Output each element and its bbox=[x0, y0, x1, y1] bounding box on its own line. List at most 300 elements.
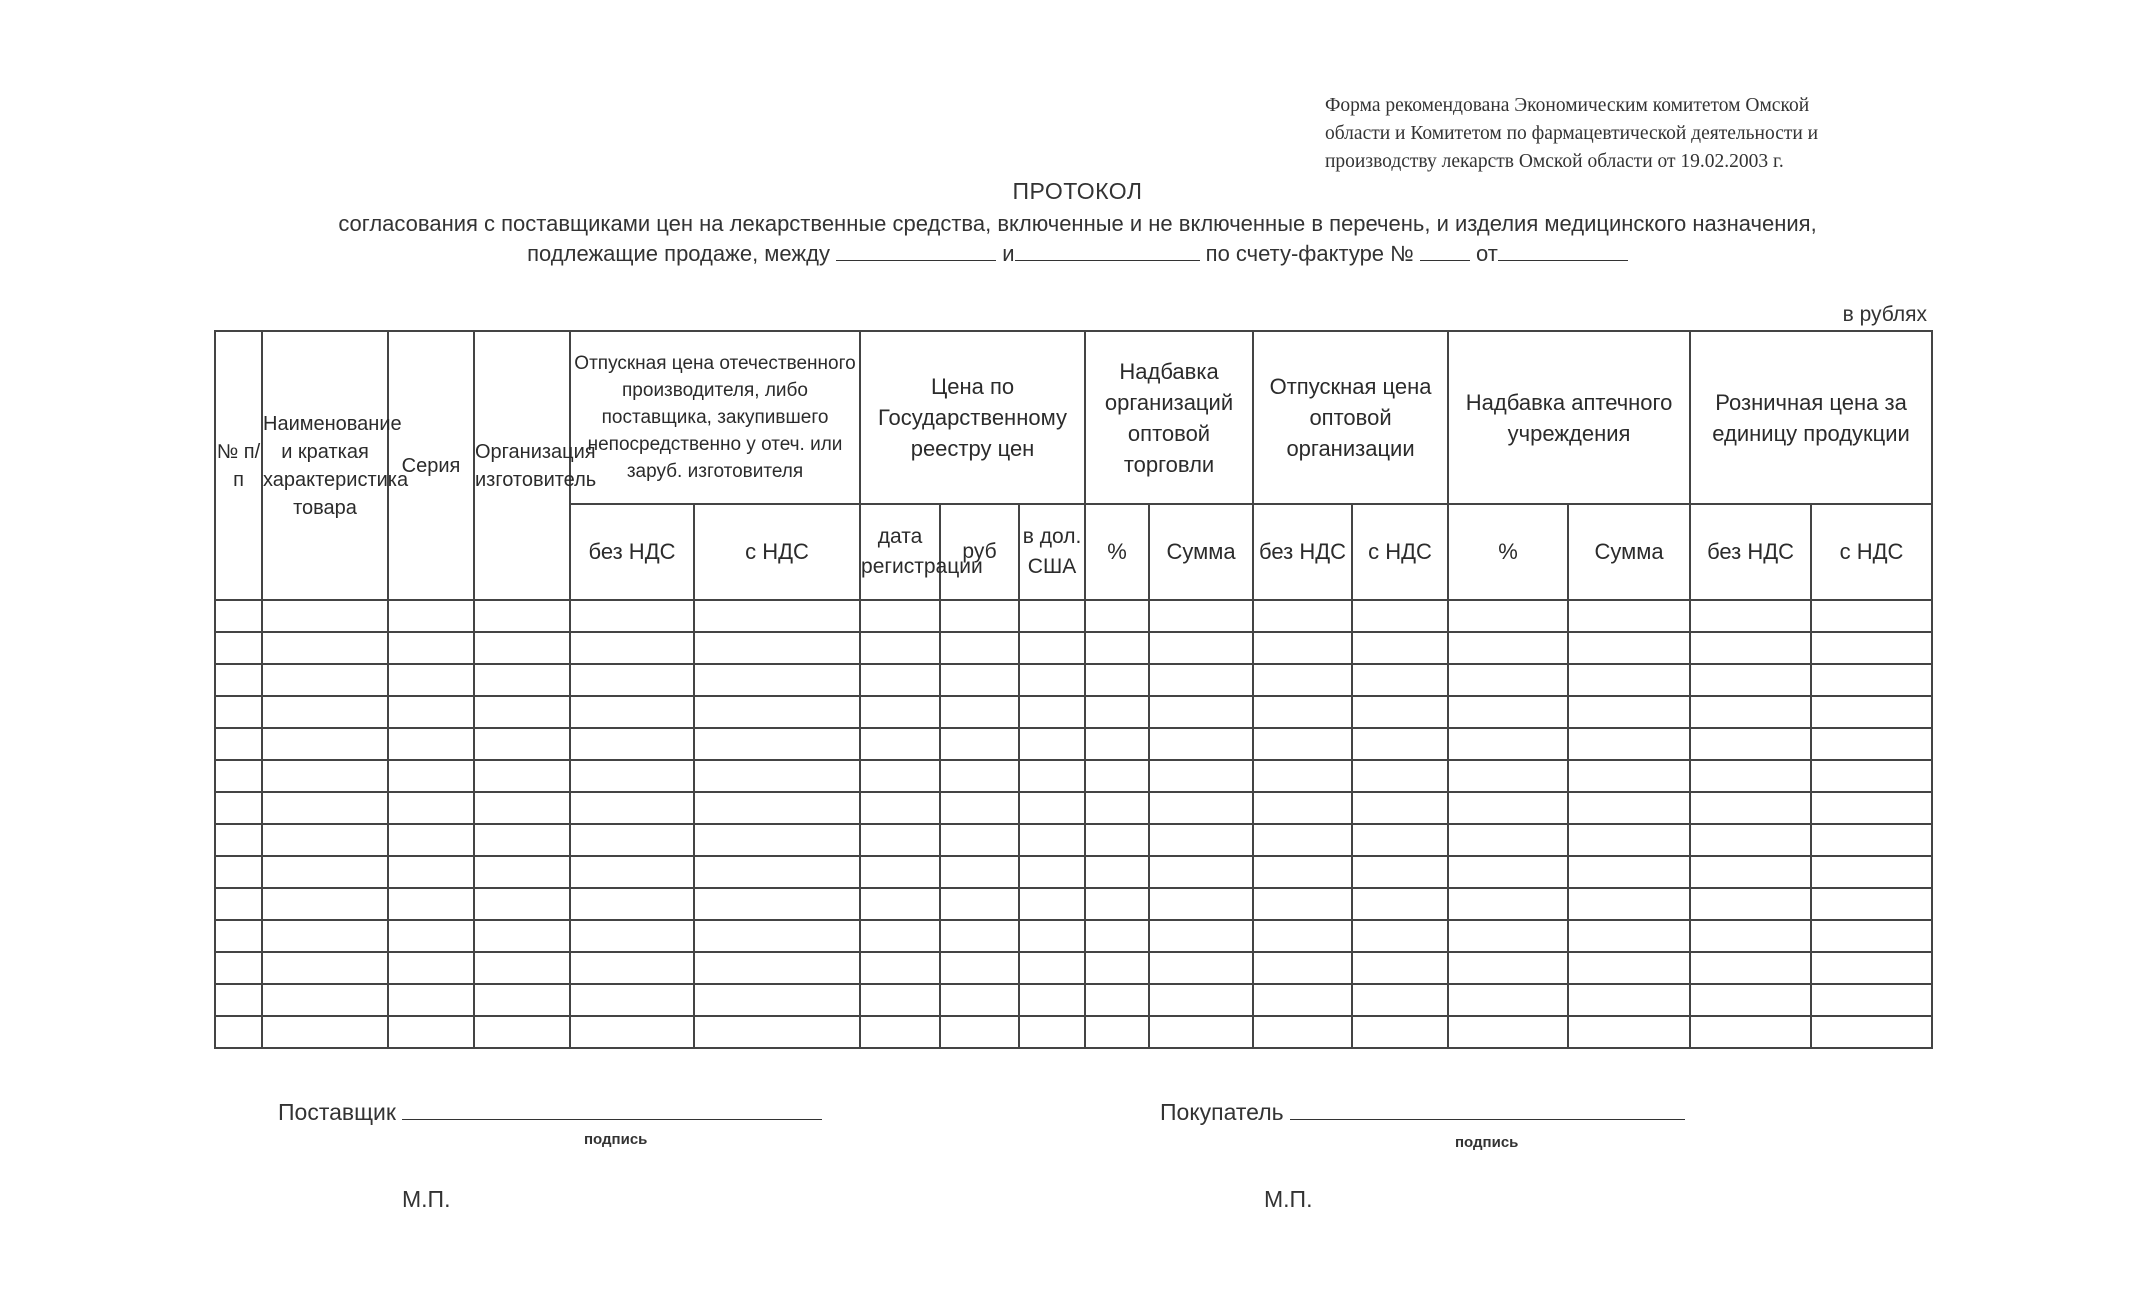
table-cell[interactable] bbox=[1085, 1016, 1149, 1048]
table-cell[interactable] bbox=[1568, 984, 1690, 1016]
table-cell[interactable] bbox=[1448, 632, 1568, 664]
table-cell[interactable] bbox=[860, 856, 940, 888]
buyer-signature-blank[interactable] bbox=[1290, 1095, 1685, 1120]
table-cell[interactable] bbox=[860, 1016, 940, 1048]
buyer-name-blank[interactable] bbox=[1015, 240, 1200, 261]
table-cell[interactable] bbox=[1085, 760, 1149, 792]
table-row bbox=[215, 760, 1932, 792]
table-cell[interactable] bbox=[1690, 600, 1811, 632]
table-cell[interactable] bbox=[1352, 952, 1448, 984]
table-cell[interactable] bbox=[1019, 760, 1085, 792]
table-cell[interactable] bbox=[262, 696, 388, 728]
table-cell[interactable] bbox=[1568, 792, 1690, 824]
table-cell[interactable] bbox=[215, 920, 262, 952]
table-cell[interactable] bbox=[474, 824, 570, 856]
table-cell[interactable] bbox=[1352, 888, 1448, 920]
table-row bbox=[215, 632, 1932, 664]
table-cell[interactable] bbox=[474, 856, 570, 888]
currency-units-label: в рублях bbox=[1842, 303, 1927, 326]
price-agreement-table bbox=[214, 330, 1933, 1049]
table-cell[interactable] bbox=[1019, 856, 1085, 888]
table-cell[interactable] bbox=[1568, 824, 1690, 856]
table-cell[interactable] bbox=[1448, 856, 1568, 888]
table-row bbox=[215, 920, 1932, 952]
table-cell[interactable] bbox=[1448, 760, 1568, 792]
document-subtitle-line1: согласования с поставщиками цен на лекарственные средства, включенные и не включенные в перечень, и изделия медицинского назначения, bbox=[338, 211, 1817, 236]
sub-pharmacy-sum: Сумма bbox=[1568, 504, 1690, 600]
form-recommendation-note bbox=[1325, 92, 1945, 176]
table-cell[interactable] bbox=[474, 696, 570, 728]
col-pharmacy-markup-header: Надбавка аптечного учреждения bbox=[1448, 331, 1690, 504]
supplier-signature-blank[interactable] bbox=[402, 1095, 822, 1120]
table-cell[interactable] bbox=[940, 856, 1019, 888]
table-cell[interactable] bbox=[1253, 952, 1352, 984]
table-cell[interactable] bbox=[1811, 792, 1932, 824]
table-cell[interactable] bbox=[1019, 696, 1085, 728]
table-cell[interactable] bbox=[474, 920, 570, 952]
table-cell[interactable] bbox=[1568, 600, 1690, 632]
table-cell[interactable] bbox=[1811, 1016, 1932, 1048]
table-cell[interactable] bbox=[570, 760, 694, 792]
table-cell[interactable] bbox=[1352, 696, 1448, 728]
table-cell[interactable] bbox=[262, 664, 388, 696]
table-cell[interactable] bbox=[1690, 920, 1811, 952]
table-cell[interactable] bbox=[1019, 920, 1085, 952]
table-cell[interactable] bbox=[1811, 600, 1932, 632]
table-cell[interactable] bbox=[1085, 952, 1149, 984]
table-cell[interactable] bbox=[1690, 728, 1811, 760]
table-cell[interactable] bbox=[1352, 920, 1448, 952]
table-cell[interactable] bbox=[860, 824, 940, 856]
table-cell[interactable] bbox=[1085, 632, 1149, 664]
table-cell[interactable] bbox=[1568, 696, 1690, 728]
table-cell[interactable] bbox=[1568, 632, 1690, 664]
between-label: подлежащие продаже, между bbox=[527, 241, 830, 266]
table-cell[interactable] bbox=[1019, 600, 1085, 632]
table-cell[interactable] bbox=[1019, 1016, 1085, 1048]
col-number-header: № п/п bbox=[215, 331, 262, 600]
table-cell[interactable] bbox=[1019, 888, 1085, 920]
table-cell[interactable] bbox=[1448, 696, 1568, 728]
table-cell[interactable] bbox=[1811, 984, 1932, 1016]
table-cell[interactable] bbox=[1568, 1016, 1690, 1048]
table-row bbox=[215, 600, 1932, 632]
table-cell[interactable] bbox=[1448, 824, 1568, 856]
table-cell[interactable] bbox=[388, 632, 474, 664]
table-cell[interactable] bbox=[1690, 984, 1811, 1016]
table-cell[interactable] bbox=[1352, 600, 1448, 632]
table-cell[interactable] bbox=[1149, 984, 1253, 1016]
table-cell[interactable] bbox=[388, 600, 474, 632]
table-row bbox=[215, 856, 1932, 888]
table-cell[interactable] bbox=[570, 920, 694, 952]
buyer-stamp-label: М.П. bbox=[1264, 1186, 1313, 1212]
table-cell[interactable] bbox=[570, 856, 694, 888]
sub-wholesale-vat: с НДС bbox=[1352, 504, 1448, 600]
table-row bbox=[215, 1016, 1932, 1048]
table-cell[interactable] bbox=[694, 824, 860, 856]
table-cell[interactable] bbox=[860, 984, 940, 1016]
table-cell[interactable] bbox=[1352, 984, 1448, 1016]
table-cell[interactable] bbox=[1448, 952, 1568, 984]
table-cell[interactable] bbox=[860, 888, 940, 920]
table-cell[interactable] bbox=[570, 600, 694, 632]
table-cell[interactable] bbox=[1149, 728, 1253, 760]
table-cell[interactable] bbox=[1149, 792, 1253, 824]
table-cell[interactable] bbox=[570, 984, 694, 1016]
table-cell[interactable] bbox=[1352, 856, 1448, 888]
table-cell[interactable] bbox=[1690, 1016, 1811, 1048]
sub-registry-rub: руб bbox=[940, 504, 1019, 600]
table-cell[interactable] bbox=[1019, 824, 1085, 856]
buyer-label: Покупатель bbox=[1160, 1099, 1284, 1125]
table-cell[interactable] bbox=[694, 920, 860, 952]
supplier-signature-hint: подпись bbox=[584, 1131, 648, 1148]
table-cell[interactable] bbox=[388, 664, 474, 696]
table-cell[interactable] bbox=[1568, 920, 1690, 952]
table-cell[interactable] bbox=[215, 952, 262, 984]
table-cell[interactable] bbox=[1811, 952, 1932, 984]
table-cell[interactable] bbox=[1085, 856, 1149, 888]
table-cell[interactable] bbox=[388, 728, 474, 760]
table-cell[interactable] bbox=[694, 792, 860, 824]
table-cell[interactable] bbox=[1568, 728, 1690, 760]
table-cell[interactable] bbox=[1448, 728, 1568, 760]
supplier-stamp-label: М.П. bbox=[402, 1186, 451, 1212]
col-retail-price-header: Розничная цена за единицу продукции bbox=[1690, 331, 1932, 504]
table-cell[interactable] bbox=[1253, 920, 1352, 952]
table-cell[interactable] bbox=[1085, 792, 1149, 824]
table-cell[interactable] bbox=[940, 792, 1019, 824]
table-cell[interactable] bbox=[474, 1016, 570, 1048]
table-cell[interactable] bbox=[388, 824, 474, 856]
table-cell[interactable] bbox=[860, 760, 940, 792]
table-cell[interactable] bbox=[1568, 856, 1690, 888]
table-cell[interactable] bbox=[570, 696, 694, 728]
note-line: области и Комитетом по фармацевтической деятельности и bbox=[1325, 123, 1819, 144]
table-row bbox=[215, 888, 1932, 920]
table-cell[interactable] bbox=[1085, 696, 1149, 728]
table-cell[interactable] bbox=[940, 632, 1019, 664]
table-cell[interactable] bbox=[388, 952, 474, 984]
sub-wholesale-pct: % bbox=[1085, 504, 1149, 600]
table-cell[interactable] bbox=[215, 696, 262, 728]
table-cell[interactable] bbox=[570, 632, 694, 664]
table-cell[interactable] bbox=[1253, 600, 1352, 632]
table-cell[interactable] bbox=[1149, 664, 1253, 696]
table-cell[interactable] bbox=[262, 888, 388, 920]
table-cell[interactable] bbox=[940, 920, 1019, 952]
sub-pharmacy-pct: % bbox=[1448, 504, 1568, 600]
table-cell[interactable] bbox=[1690, 696, 1811, 728]
table-cell[interactable] bbox=[694, 600, 860, 632]
table-cell[interactable] bbox=[570, 888, 694, 920]
table-cell[interactable] bbox=[474, 792, 570, 824]
table-cell[interactable] bbox=[1448, 888, 1568, 920]
invoice-date-blank[interactable] bbox=[1498, 240, 1628, 261]
table-cell[interactable] bbox=[1149, 760, 1253, 792]
table-cell[interactable] bbox=[1085, 600, 1149, 632]
table-cell[interactable] bbox=[1811, 920, 1932, 952]
table-cell[interactable] bbox=[940, 984, 1019, 1016]
table-cell[interactable] bbox=[1085, 888, 1149, 920]
table-cell[interactable] bbox=[1690, 792, 1811, 824]
table-cell[interactable] bbox=[1253, 824, 1352, 856]
table-row bbox=[215, 952, 1932, 984]
table-cell[interactable] bbox=[1149, 856, 1253, 888]
table-cell[interactable] bbox=[694, 888, 860, 920]
table-cell[interactable] bbox=[940, 728, 1019, 760]
note-line: производству лекарств Омской области от 19.02.2003 г. bbox=[1325, 151, 1784, 172]
table-cell[interactable] bbox=[262, 824, 388, 856]
table-cell[interactable] bbox=[215, 1016, 262, 1048]
table-cell[interactable] bbox=[1019, 664, 1085, 696]
table-cell[interactable] bbox=[860, 792, 940, 824]
table-cell[interactable] bbox=[1448, 664, 1568, 696]
buyer-signature-line bbox=[1160, 1095, 1685, 1126]
table-cell[interactable] bbox=[860, 632, 940, 664]
table-cell[interactable] bbox=[694, 952, 860, 984]
table-cell[interactable] bbox=[1690, 664, 1811, 696]
col-registry-price-header: Цена по Государственному реестру цен bbox=[860, 331, 1085, 504]
note-line: Форма рекомендована Экономическим комитетом Омской bbox=[1325, 95, 1810, 116]
table-cell[interactable] bbox=[474, 952, 570, 984]
table-cell[interactable] bbox=[1019, 984, 1085, 1016]
table-cell[interactable] bbox=[262, 792, 388, 824]
table-cell[interactable] bbox=[1811, 760, 1932, 792]
table-cell[interactable] bbox=[1149, 952, 1253, 984]
table-cell[interactable] bbox=[1352, 728, 1448, 760]
table-cell[interactable] bbox=[1352, 1016, 1448, 1048]
table-cell[interactable] bbox=[1019, 632, 1085, 664]
supplier-name-blank[interactable] bbox=[836, 240, 996, 261]
table-cell[interactable] bbox=[1085, 728, 1149, 760]
table-cell[interactable] bbox=[262, 632, 388, 664]
table-cell[interactable] bbox=[940, 664, 1019, 696]
table-cell[interactable] bbox=[940, 824, 1019, 856]
table-cell[interactable] bbox=[215, 760, 262, 792]
table-cell[interactable] bbox=[1149, 696, 1253, 728]
table-cell[interactable] bbox=[1568, 952, 1690, 984]
table-cell[interactable] bbox=[1690, 632, 1811, 664]
table-cell[interactable] bbox=[940, 760, 1019, 792]
table-cell[interactable] bbox=[1253, 728, 1352, 760]
sub-registry-date: дата регистрации bbox=[860, 504, 940, 600]
table-cell[interactable] bbox=[388, 696, 474, 728]
sub-retail-vat: с НДС bbox=[1811, 504, 1932, 600]
document-subtitle-line2 bbox=[0, 240, 2155, 267]
table-cell[interactable] bbox=[1448, 984, 1568, 1016]
table-cell[interactable] bbox=[215, 632, 262, 664]
col-wholesale-price-header: Отпускная цена оптовой организации bbox=[1253, 331, 1448, 504]
invoice-number-blank[interactable] bbox=[1420, 240, 1470, 261]
table-cell[interactable] bbox=[1085, 920, 1149, 952]
table-cell[interactable] bbox=[262, 728, 388, 760]
table-cell[interactable] bbox=[262, 952, 388, 984]
table-cell[interactable] bbox=[860, 728, 940, 760]
table-cell[interactable] bbox=[262, 760, 388, 792]
table-cell[interactable] bbox=[388, 984, 474, 1016]
table-cell[interactable] bbox=[1811, 728, 1932, 760]
table-cell[interactable] bbox=[1253, 792, 1352, 824]
table-cell[interactable] bbox=[1352, 664, 1448, 696]
table-cell[interactable] bbox=[388, 792, 474, 824]
table-cell[interactable] bbox=[262, 984, 388, 1016]
table-cell[interactable] bbox=[1085, 824, 1149, 856]
table-cell[interactable] bbox=[940, 1016, 1019, 1048]
table-cell[interactable] bbox=[1149, 824, 1253, 856]
table-cell[interactable] bbox=[1811, 856, 1932, 888]
and-label: и bbox=[1002, 241, 1015, 266]
table-cell[interactable] bbox=[940, 696, 1019, 728]
table-cell[interactable] bbox=[262, 856, 388, 888]
table-cell[interactable] bbox=[215, 824, 262, 856]
table-cell[interactable] bbox=[694, 728, 860, 760]
table-body bbox=[215, 600, 1932, 1048]
table-row bbox=[215, 696, 1932, 728]
table-cell[interactable] bbox=[215, 856, 262, 888]
table-cell[interactable] bbox=[215, 728, 262, 760]
table-cell[interactable] bbox=[262, 1016, 388, 1048]
table-cell[interactable] bbox=[860, 952, 940, 984]
table-cell[interactable] bbox=[1085, 664, 1149, 696]
from-label: от bbox=[1476, 241, 1498, 266]
table-cell[interactable] bbox=[860, 600, 940, 632]
table-cell[interactable] bbox=[1448, 1016, 1568, 1048]
table-cell[interactable] bbox=[860, 920, 940, 952]
table-cell[interactable] bbox=[694, 664, 860, 696]
table-cell[interactable] bbox=[570, 792, 694, 824]
table-cell[interactable] bbox=[1085, 984, 1149, 1016]
table-cell[interactable] bbox=[940, 888, 1019, 920]
table-cell[interactable] bbox=[570, 664, 694, 696]
table-cell[interactable] bbox=[1149, 888, 1253, 920]
table-row bbox=[215, 984, 1932, 1016]
table-cell[interactable] bbox=[1352, 760, 1448, 792]
table-cell[interactable] bbox=[1149, 920, 1253, 952]
table-cell[interactable] bbox=[1149, 1016, 1253, 1048]
table-cell[interactable] bbox=[388, 1016, 474, 1048]
table-row bbox=[215, 792, 1932, 824]
table-cell[interactable] bbox=[1352, 792, 1448, 824]
table-cell[interactable] bbox=[1690, 888, 1811, 920]
table-cell[interactable] bbox=[215, 984, 262, 1016]
table-cell[interactable] bbox=[388, 856, 474, 888]
table-row bbox=[215, 664, 1932, 696]
table-cell[interactable] bbox=[860, 664, 940, 696]
table-cell[interactable] bbox=[1448, 920, 1568, 952]
col-name-header: Наименование и краткая характеристика товара bbox=[262, 331, 388, 600]
table-cell[interactable] bbox=[694, 856, 860, 888]
table-cell[interactable] bbox=[1019, 952, 1085, 984]
table-cell[interactable] bbox=[1019, 792, 1085, 824]
table-cell[interactable] bbox=[1690, 824, 1811, 856]
table-cell[interactable] bbox=[215, 792, 262, 824]
table-cell[interactable] bbox=[570, 1016, 694, 1048]
table-cell[interactable] bbox=[474, 600, 570, 632]
table-cell[interactable] bbox=[215, 664, 262, 696]
table-cell[interactable] bbox=[1568, 888, 1690, 920]
col-wholesale-markup-header: Надбавка организаций оптовой торговли bbox=[1085, 331, 1253, 504]
table-cell[interactable] bbox=[1568, 760, 1690, 792]
table-cell[interactable] bbox=[1253, 984, 1352, 1016]
invoice-label: по счету-фактуре № bbox=[1205, 241, 1414, 266]
table-cell[interactable] bbox=[1253, 1016, 1352, 1048]
table-cell[interactable] bbox=[1568, 664, 1690, 696]
table-cell[interactable] bbox=[1448, 600, 1568, 632]
table-cell[interactable] bbox=[1352, 632, 1448, 664]
table-cell[interactable] bbox=[1690, 952, 1811, 984]
table-cell[interactable] bbox=[1690, 856, 1811, 888]
table-cell[interactable] bbox=[1253, 888, 1352, 920]
sub-wholesale-no-vat: без НДС bbox=[1253, 504, 1352, 600]
table-cell[interactable] bbox=[694, 760, 860, 792]
table-cell[interactable] bbox=[1253, 856, 1352, 888]
table-cell[interactable] bbox=[1811, 632, 1932, 664]
col-maker-header: Организация изготовитель bbox=[474, 331, 570, 600]
table-cell[interactable] bbox=[388, 760, 474, 792]
table-cell[interactable] bbox=[215, 600, 262, 632]
col-producer-price-header: Отпускная цена отечественного производителя, либо поставщика, закупившего непосредственно у отеч. или заруб. изготовителя bbox=[570, 331, 860, 504]
sub-retail-no-vat: без НДС bbox=[1690, 504, 1811, 600]
table-cell[interactable] bbox=[388, 888, 474, 920]
table-cell[interactable] bbox=[1149, 632, 1253, 664]
table-cell[interactable] bbox=[694, 696, 860, 728]
table-cell[interactable] bbox=[860, 696, 940, 728]
sub-producer-no-vat: без НДС bbox=[570, 504, 694, 600]
table-cell[interactable] bbox=[1019, 728, 1085, 760]
sub-producer-vat: с НДС bbox=[694, 504, 860, 600]
supplier-signature-line bbox=[278, 1095, 822, 1126]
table-row bbox=[215, 728, 1932, 760]
table-cell[interactable] bbox=[694, 1016, 860, 1048]
table-cell[interactable] bbox=[474, 664, 570, 696]
table-cell[interactable] bbox=[1811, 696, 1932, 728]
table-cell[interactable] bbox=[1811, 664, 1932, 696]
table-cell[interactable] bbox=[474, 984, 570, 1016]
table-cell[interactable] bbox=[474, 632, 570, 664]
document-title: ПРОТОКОЛ bbox=[1012, 178, 1143, 204]
supplier-label: Поставщик bbox=[278, 1099, 396, 1125]
table-cell[interactable] bbox=[388, 920, 474, 952]
table-cell[interactable] bbox=[1690, 760, 1811, 792]
sub-registry-usd: в дол. США bbox=[1019, 504, 1085, 600]
table-cell[interactable] bbox=[474, 728, 570, 760]
table-cell[interactable] bbox=[215, 888, 262, 920]
table-cell[interactable] bbox=[1253, 760, 1352, 792]
table-cell[interactable] bbox=[262, 920, 388, 952]
table-cell[interactable] bbox=[940, 952, 1019, 984]
table-cell[interactable] bbox=[1811, 824, 1932, 856]
table-cell[interactable] bbox=[1253, 664, 1352, 696]
table-cell[interactable] bbox=[1253, 632, 1352, 664]
table-cell[interactable] bbox=[474, 888, 570, 920]
table-cell[interactable] bbox=[1352, 824, 1448, 856]
table-cell[interactable] bbox=[1811, 888, 1932, 920]
table-cell[interactable] bbox=[474, 760, 570, 792]
table-cell[interactable] bbox=[1448, 792, 1568, 824]
table-cell[interactable] bbox=[1253, 696, 1352, 728]
table-cell[interactable] bbox=[570, 728, 694, 760]
table-cell[interactable] bbox=[262, 600, 388, 632]
table-cell[interactable] bbox=[694, 984, 860, 1016]
table-cell[interactable] bbox=[1149, 600, 1253, 632]
table-cell[interactable] bbox=[570, 952, 694, 984]
table-cell[interactable] bbox=[940, 600, 1019, 632]
table-cell[interactable] bbox=[570, 824, 694, 856]
table-cell[interactable] bbox=[694, 632, 860, 664]
buyer-signature-hint: подпись bbox=[1455, 1134, 1519, 1151]
